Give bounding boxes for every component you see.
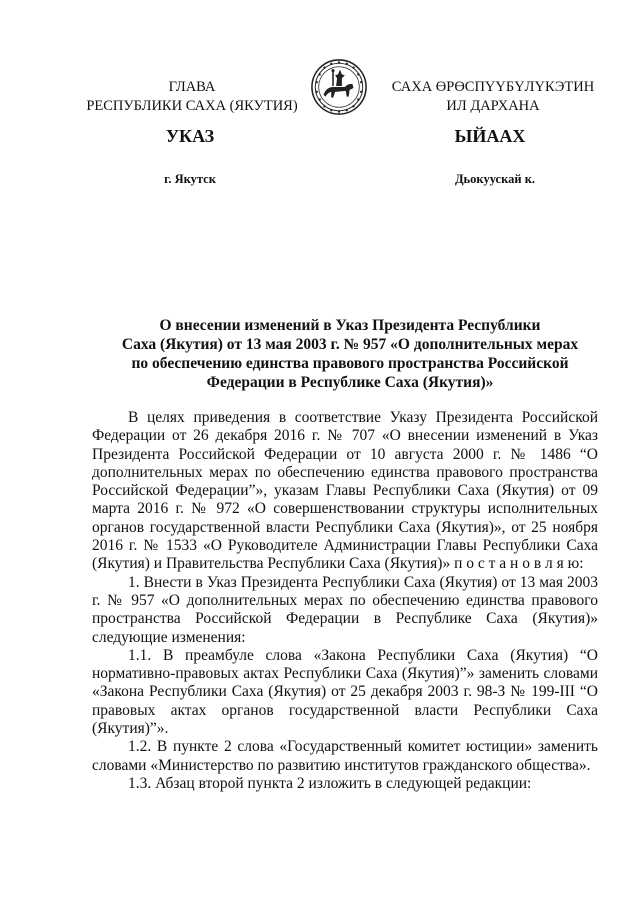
paragraph-item-1: 1. Внести в Указ Президента Республики Саха (Якутия) от 13 мая 2003 г. № 957 «О дополнительных мерах по обеспечению единства правового пространства Российской Федерации в Республике Саха (Якутия)» следующие изменения: <box>92 573 598 646</box>
title-line: Саха (Якутия) от 13 мая 2003 г. № 957 «О дополнительных мерах <box>121 336 579 353</box>
title-line: по обеспечению единства правового пространства Российской <box>131 355 569 372</box>
header-left-line2: РЕСПУБЛИКИ САХА (ЯКУТИЯ) <box>86 98 298 114</box>
city-ru: г. Якутск <box>164 172 216 186</box>
header-left <box>72 78 312 116</box>
doc-type-sakha: ЫЙААХ <box>454 126 526 146</box>
header-left-line1: ГЛАВА <box>168 79 216 95</box>
paragraph-item-1-1: 1.1. В преамбуле слова «Закона Республики Саха (Якутия) “О нормативно-правовых актах Республики Саха (Якутия)”» заменить словами «Закона Республики Саха (Якутия) от 25 декабря 2003 г. 98-З № 199-III “О правовых актах органов государственной власти Республики Саха (Якутия)”». <box>92 646 598 738</box>
coat-of-arms-icon <box>310 58 368 116</box>
document-title <box>110 316 590 392</box>
title-line: О внесении изменений в Указ Президента Республики <box>159 317 541 334</box>
paragraph-preamble: В целях приведения в соответствие Указу Президента Российской Федерации от 26 декабря 2016 г. № 707 «О внесении изменений в Указ Президента Российской Федерации от 10 августа 2000 г. № 1486 “О дополнительных мерах по обеспечению единства правового пространства Российской Федерации”», указам Главы Республики Саха (Якутия) от 09 марта 2016 г. № 972 «О совершенствовании структуры исполнительных органов государственной власти Республики Саха (Якутия)», от 25 ноября 2016 г. № 1533 «О Руководителе Администрации Главы Республики Саха (Якутия) и Правительства Республики Саха (Якутия)» п о с т а н о в л я ю: <box>92 409 598 573</box>
header-right-line2: ИЛ ДАРХАНА <box>446 98 540 114</box>
header-right <box>378 78 608 116</box>
header-right-line1: САХА ӨРӨСПҮҮБҮЛҮКЭТИН <box>391 79 595 95</box>
paragraph-item-1-3: 1.3. Абзац второй пункта 2 изложить в следующей редакции: <box>128 774 532 792</box>
paragraph-item-1-2: 1.2. В пункте 2 слова «Государственный комитет юстиции» заменить словами «Министерство по развитию институтов гражданского общества». <box>92 738 598 774</box>
title-line: Федерации в Республике Саха (Якутия)» <box>206 374 494 391</box>
city-sakha: Дьокуускай к. <box>454 172 536 186</box>
document-body <box>92 409 598 793</box>
doc-type-ru: УКАЗ <box>165 126 215 146</box>
